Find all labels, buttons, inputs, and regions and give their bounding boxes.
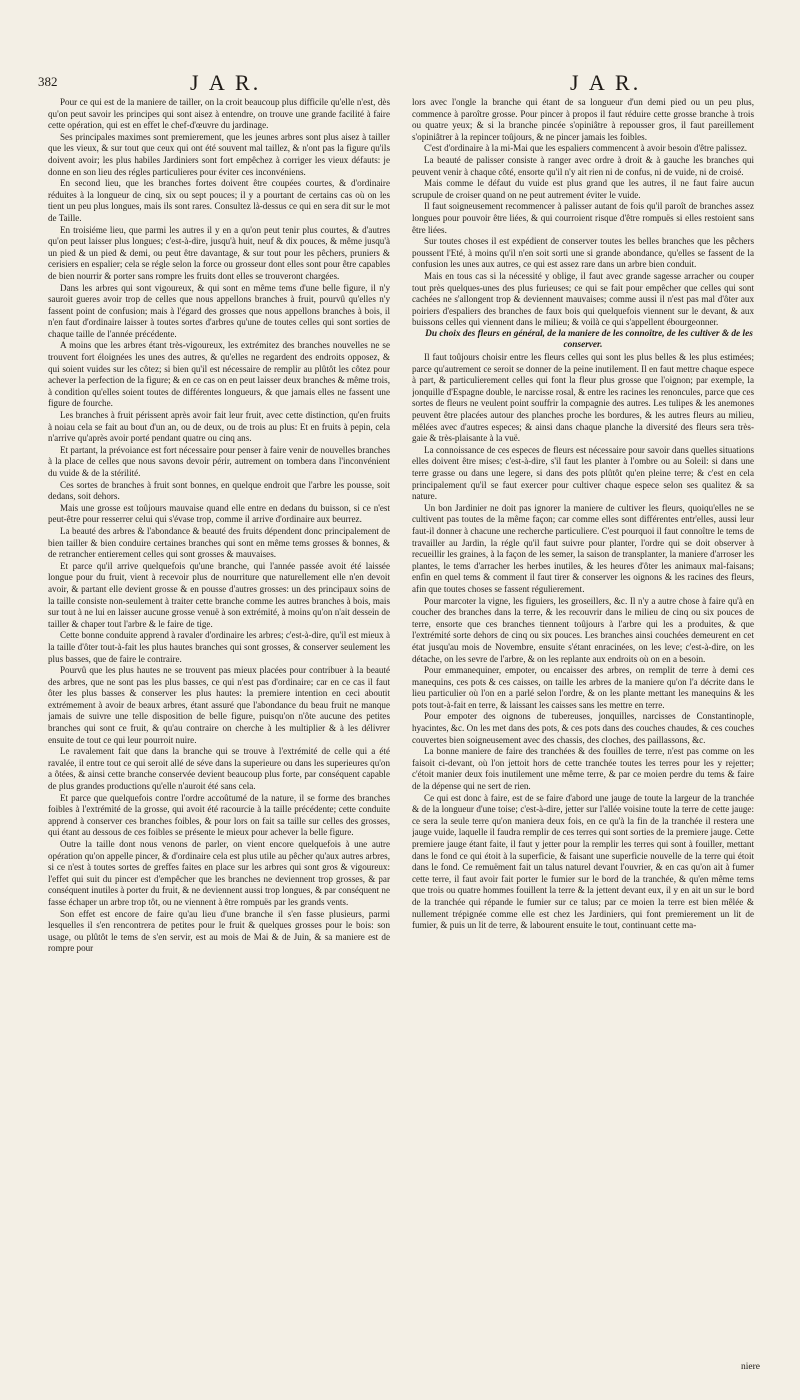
paragraph: Dans les arbres qui sont vigoureux, & qui sont en même tems d'une belle figure, il n'y sauroit gueres avoir trop de celles que nous appellons branches à fruit, pourvû qu'elles n'y fassent point de confusion; mais à l'égard des grosses que nous appellons branches à bois, il n'en faut d'ordinaire laisser à toutes sortes d'arbres qu'une de toutes celles qui sont sorties de chaque taille de l'année précédente. bbox=[48, 282, 390, 339]
paragraph: Mais en tous cas si la nécessité y oblige, il faut avec grande sagesse arracher ou couper tout près quelques-unes des plus furieuses; ce qui se fait pour empêcher que celles qui sont cachées ne s'allongent trop & deviennent mauvaises; comme aussi il n'est pas mal d'ôter aux poiriers d'espaliers des branches de faux bois qui quelquefois viennent sur le devant, & aux buissons celles qui viennent dans le milieu; & voilà ce qui s'appellent ébourgeonner. bbox=[412, 270, 754, 328]
running-head-right: J A R. bbox=[570, 70, 642, 95]
paragraph: lors avec l'ongle la branche qui étant de sa longueur d'un demi pied ou un peu plus, commence à paroître grosse. Pour pincer à propos il faut réduire cette grosse branche à trois ou quatre yeux; & si la branche pincée s'opiniâtre à repousser gros, il faut pareillement s'opiniâtrer à la repincer toûjours, & ne pincer jamais les foibles. bbox=[412, 97, 754, 142]
paragraph: Et partant, la prévoiance est fort nécessaire pour penser à faire venir de nouvelles branches à la place de celles que nous savons devoir périr, autrement on tombera dans l'inconvénient du vuide & de la stérilité. bbox=[48, 444, 390, 478]
paragraph: Les branches à fruit périssent après avoir fait leur fruit, avec cette distinction, qu'en fruits à noiau cela se fait au bout d'un an, ou de deux, ou de trois au plus: Et en fruits à pepin, cela n'arrive qu'après avoir porté pendant quatre ou cinq ans. bbox=[48, 410, 390, 444]
paragraph: Un bon Jardinier ne doit pas ignorer la maniere de cultiver les fleurs, quoiqu'elles ne se cultivent pas toutes de la même façon; car comme elles sont différentes entr'elles, aussi leur faut-il donner à chacune une recherche particuliere. C'est pourquoi il faut connoître le tems de travailler au Jardin, la régle qu'il faut suivre pour planter, l'ordre qui se doit observer à recueillir les graines, à la façon de les semer, la saison de transplanter, la maniere d'arroser les plantes, le tems d'arracher les herbes inutiles, & les heures d'ôter les animaux mal-faisans; enfin en quel tems & comment il faut tirer & conserver les oignons & les racines des fleurs, afin que toutes choses se fassent régulierement. bbox=[412, 502, 754, 594]
paragraph: Pour ce qui est de la maniere de tailler, on la croit beaucoup plus difficile qu'elle n'est, dès qu'on peut savoir les principes qui sont aisez à entendre, on trouve une grande facilité à faire cette opération, qui est en effet le chef-d'œuvre du jardinage. bbox=[48, 97, 390, 131]
section-heading: Du choix des fleurs en général, de la maniere de les connoître, de les cultiver & de les conserver. bbox=[425, 328, 753, 351]
paragraph: La bonne maniere de faire des tranchées & des fouilles de terre, n'est pas comme on les faisoit ci-devant, où l'on jettoit hors de cette tranchée toutes les terres pour les y rejetter; c'étoit manier deux fois inutilement une même terre, & par ce moien perdre du tems & faire de la dépense qui ne sert de rien. bbox=[412, 746, 754, 792]
paragraph: Pour marcoter la vigne, les figuiers, les groseillers, &c. Il n'y a autre chose à faire qu'à en coucher des branches dans la terre, & les recouvrir dans le milieu de cinq ou six pouces de terre, ensorte que ces branches tiennent toûjours à l'arbre qui les a produites, & que l'extrémité sorte dehors de cinq ou six pouces. Les branches ainsi couchées demeurent en cet état jusqu'au mois de Novembre, ensuite s'étant enracinées, on les leve; c'est-à-dire, on les détache, on les sevre de l'arbre, & on les replante aux endroits où on en a besoin. bbox=[412, 595, 754, 664]
paragraph: Il faut soigneusement recommencer à palisser autant de fois qu'il paroît de branches assez longues pour pouvoir être liées, & qui courroient risque d'être rompuës si elles restoient sans être liées. bbox=[412, 201, 754, 235]
right-column-bottom-text bbox=[412, 352, 754, 932]
right-column bbox=[412, 97, 754, 1357]
right-column-top-text bbox=[412, 97, 754, 329]
paragraph: Et parce que quelquefois contre l'ordre accoûtumé de la nature, il se forme des branches foibles à l'extrémité de la grosse, qui avoit été racourcie à la taille précédente; cette conduite apprend à conserver ces branches foibles, & pour lors on fait sa taille sur celles des grosses, qui étant au dessous de ces foibles se présente le mieux pour achever la belle figure. bbox=[48, 792, 390, 838]
page-header bbox=[0, 70, 800, 96]
paragraph: Et parce qu'il arrive quelquefois qu'une branche, qui l'année passée avoit été laissée longue pour du fruit, vient à recevoir plus de nourriture que naturellement elle n'en devoit avoir, & partant elle devient grosse & en pousse d'autres grosses: un des principaux soins de la taille consiste non-seulement à traiter cette branche comme les autres branches à bois, mais sur tout à ne lui en laisser aucune grosse venuë à son extrémité, à moins qu'on n'ait dessein de tailler & chaper tout l'arbre & le faire de tige. bbox=[48, 560, 390, 629]
left-column bbox=[48, 97, 390, 1357]
paragraph: Pour emmanequiner, empoter, ou encaisser des arbres, on remplit de terre à demi ces manequins, ces pots & ces caisses, on taille les arbres de la maniere qu'on l'a décrite dans le lieu particulier où l'on en a parlé selon l'ordre, & on les plante mettant les manequins & les pots tout-à-fait en terre, & laissant les caisses sans les mettre en terre. bbox=[412, 665, 754, 710]
paragraph: Son effet est encore de faire qu'au lieu d'une branche il s'en fasse plusieurs, parmi lesquelles il s'en rencontrera de petites pour le fruit & quelques grosses pour le bois: son usage, ou plûtôt le tems de s'en servir, est au mois de Mai & de Juin, & sa maniere est de rompre pour bbox=[48, 908, 390, 954]
paragraph: Pourvû que les plus hautes ne se trouvent pas mieux placées pour contribuer à la beauté des arbres, que ne sont pas les plus basses, ce qui n'est pas d'ordinaire; car en ce cas il faut ôter les plus basses & conserver les plus hautes: la premiere intention en ceci aboutit extrémement à avoir de beaux arbres, étant assuré que l'abondance du beau fruit ne manque jamais de suivre une telle disposition de belle figure, puisqu'on n'ôte aucune des petites branches qui sont ce fruit, & qu'au contraire on cherche à les multiplier & à les délivrer ensuite de tout ce qui leur pourroit nuire. bbox=[48, 665, 390, 745]
paragraph: En troisiéme lieu, que parmi les autres il y en a qu'on peut tenir plus courtes, & d'autres qu'on peut laisser plus longues; c'est-à-dire, jusqu'à huit, neuf & dix pouces, & même jusqu'à un pied & un pied & demi, ou peut être davantage, & sur tout pour les pêchers, pruniers & cerisiers en espalier; cela se régle selon la force ou grosseur dont elles sont pour être capables de bien nourrir & porter sans rompre les fruits dont elles se trouveront chargées. bbox=[48, 224, 390, 281]
paragraph: Mais comme le défaut du vuide est plus grand que les autres, il ne faut faire aucun scrupule de croiser quand on ne peut autrement éviter le vuide. bbox=[412, 178, 754, 200]
paragraph: Mais une grosse est toûjours mauvaise quand elle entre en dedans du buisson, si ce n'est peut-être pour resserrer celui qui s'évase trop, comme il arrive d'ordinaire aux beurrez. bbox=[48, 502, 390, 525]
paragraph: Outre la taille dont nous venons de parler, on vient encore quelquefois à une autre opération qu'on appelle pincer, & d'ordinaire cela est plus utile au pêcher qu'aux autres arbres, si ce n'est à toutes sortes de greffes faites en place sur les arbres qui sont gros & vigoureux: l'effet qui suit du pincer est d'empêcher que les branches ne deviennent trop grosses, & par conséquent inutiles à porter du fruit, & ne deviennent aussi trop longues, & par conséquent ne fasse échaper un arbre trop tôt, ou ne viennent à être rompuës par les grands vents. bbox=[48, 839, 390, 907]
paragraph: La connoissance de ces especes de fleurs est nécessaire pour savoir dans quelles situations elles doivent être mises; c'est-à-dire, s'il faut les planter à l'ombre ou au Soleil: si dans une terre grasse ou dans une legere, si dans des pots plûtôt qu'en pleine terre; & c'est en cela principalement qu'il se faut exercer pour cultiver chaque espece selon ses qualitez & sa nature. bbox=[412, 444, 754, 502]
paragraph: Sur toutes choses il est expédient de conserver toutes les belles branches que les pêchers poussent l'Eté, à moins qu'il n'en soit sorti une si grande abondance, qu'elles se fassent de la confusion les unes aux autres, ce qui est assez rare dans un arbre bien conduit. bbox=[412, 236, 754, 270]
paragraph: A moins que les arbres étant très-vigoureux, les extrémitez des branches nouvelles ne se trouvent fort éloignées les unes des autres, & qu'elles ne regardent des endroits opposez, & qui soient vuides sur les côtez; si bien qu'il est nécessaire de remplir au plûtôt les côtez pour achever la perfection de la figure; & en ce cas on en peut laisser deux branches & même trois, à condition qu'elles soient toutes de différentes longueurs, & que jamais elles ne fassent une figure de fourche. bbox=[48, 340, 390, 409]
page-number: 382 bbox=[38, 74, 58, 89]
paragraph: En second lieu, que les branches fortes doivent être coupées courtes, & d'ordinaire réduites à la longueur de cinq, six ou sept pouces; il y a pourtant de certains cas où on les tient un peu plus longues, mais ils sont rares. Consultez là-dessus ce qui en sera dit sur le mot de Taille. bbox=[48, 178, 390, 223]
paragraph: Le ravalement fait que dans la branche qui se trouve à l'extrémité de celle qui a été ravalée, il entre tout ce qui seroit allé de séve dans la superieure ou dans les superieures qu'on a ôtées, & ainsi cette branche conservée devient beaucoup plus forte, par conséquent capable de plus grandes productions qu'elle n'auroit été sans cela. bbox=[48, 746, 390, 792]
running-head-left: J A R. bbox=[190, 70, 262, 95]
paragraph: Il faut toûjours choisir entre les fleurs celles qui sont les plus belles & les plus estimées; parce qu'autrement ce seroit se donner de la peine inutilement. Il en faut mettre chaque espece à part, & particulierement celles qui font la fleur plus grosse que l'oignon; par exemple, la jonquille d'Espagne double, le narcisse rosal, & entre les racines les renoncules, parce que ces sortes de fleurs ne veulent point souffrir la compagnie des autres. Les tulipes & les anemones peuvent être placées autour des planches proche les bordures, & les autres fleurs au milieu, mêlées avec d'autres especes; & ainsi dans chaque planche la diversité des fleurs sera très-gaie & très-plaisante à la vuë. bbox=[412, 352, 754, 444]
paragraph: Pour empoter des oignons de tubereuses, jonquilles, narcisses de Constantinople, hyacintes, &c. On les met dans des pots, & ces pots dans des couches chaudes, & ces couches couvertes bien soigneusement avec des chassis, des cloches, des paillassons, &c. bbox=[412, 711, 754, 745]
paragraph: Ces sortes de branches à fruit sont bonnes, en quelque endroit que l'arbre les pousse, soit dedans, soit dehors. bbox=[48, 479, 390, 502]
catchword: niere bbox=[741, 1362, 760, 1372]
paragraph: C'est d'ordinaire à la mi-Mai que les espaliers commencent à avoir besoin d'être palissez. bbox=[424, 143, 748, 154]
paragraph: Cette bonne conduite apprend à ravaler d'ordinaire les arbres; c'est-à-dire, qu'il est mieux à la taille d'ôter tout-à-fait les plus hautes branches qui sont grosses, & conserver seulement les plus basses, que de faire le contraire. bbox=[48, 630, 390, 664]
paragraph: La beauté de palisser consiste à ranger avec ordre à droit & à gauche les branches qui peuvent venir à chaque côté, ensorte qu'il n'y ait rien ni de confus, ni de vuide, ni de croisé. bbox=[412, 154, 754, 177]
paragraph: Ses principales maximes sont premierement, que les jeunes arbres sont plus aisez à tailler que les vieux, & sur tout que ceux qui ont été souvent mal taillez, & n'ont pas la figure qu'ils doivent avoir; les plus habiles Jardiniers sont fort empêchez à corriger les vieux défauts: je donne en son lieu des régles particulieres pour éviter ces inconvéniens. bbox=[48, 131, 390, 177]
paragraph: Ce qui est donc à faire, est de se faire d'abord une jauge de toute la largeur de la tranchée & de la longueur d'une toise; c'est-à-dire, jetter sur l'allée voisine toute la terre de cette jauge: ce sera la seule terre qu'on maniera deux fois, en ce qu'à la fin de la tranchée il restera une jauge vuide, laquelle il faudra remplir de ces terres qui sont sorties de la premiere jauge. Cette premiere jauge étant faite, il faut y jetter pour la remplir les terres qui sont à fouiller, mettant dans le fond ce qui étoit à la superficie, & faisant une superficie nouvelle de la terre qui étoit dans le fond. Ce remuëment fait un talus naturel devant l'ouvrier, & en cas qu'on ait à fumer cette terre, il faut avoir fait porter le fumier sur le bord de la tranchée, & qu'en même tems que trois ou quatre hommes fouillent la terre & la jettent devant eux, il y en ait un sur le bord de la tranchée qui répande le fumier sur ce talus; par ce moien la terre est bien mêlée & nullement trépignée comme elle est chez les Jardiniers, qui font premierement un lit de fumier, & puis un lit de terre, & labourent ensuite le tout, continuant cette ma- bbox=[412, 792, 754, 931]
paragraph: La beauté des arbres & l'abondance & beauté des fruits dépendent donc principalement de bien tailler & bien conduire certaines branches qui sont en même tems grosses & bonnes, & de retrancher entierement celles qui sont grosses & mauvaises. bbox=[48, 525, 390, 560]
